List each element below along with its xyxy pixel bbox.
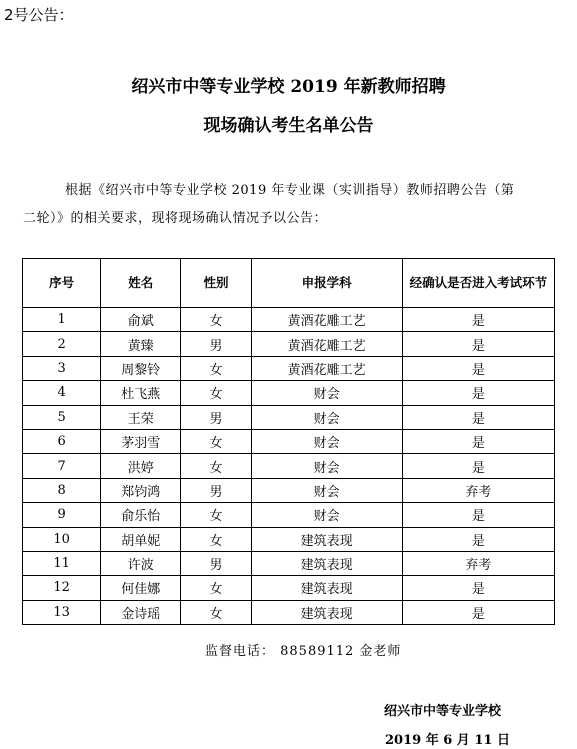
intro-line1: 根据《绍兴市中等专业学校 2019 年专业课（实训指导）教师招聘公告（第: [65, 183, 515, 198]
cell-name: 王荣: [101, 405, 181, 429]
cell-gender: 女: [181, 356, 251, 380]
notice-number: 2号公告：: [4, 6, 74, 24]
table-row: [23, 356, 555, 380]
cell-name: 洪婷: [101, 454, 181, 478]
page-title-line1: 绍兴市中等专业学校 2019 年新教师招聘: [131, 77, 446, 97]
table-row: [23, 332, 555, 356]
cell-seq: 5: [23, 405, 101, 429]
cell-name: 何佳娜: [101, 576, 181, 600]
table-row: [23, 576, 555, 600]
cell-confirmed: 是: [402, 308, 554, 332]
cell-confirmed: 是: [402, 600, 554, 624]
signature-date: 2019 年 6 月 11 日: [385, 733, 510, 748]
cell-gender: 女: [181, 454, 251, 478]
cell-seq: 3: [23, 356, 101, 380]
cell-gender: 男: [181, 478, 251, 502]
table-row: [23, 381, 555, 405]
cell-gender: 女: [181, 381, 251, 405]
page-title-line2: 现场确认考生名单公告: [203, 116, 374, 136]
supervision-contact: 监督电话： 88589112 金老师: [205, 644, 402, 659]
cell-seq: 1: [23, 308, 101, 332]
header-seq: 序号: [23, 259, 101, 308]
header-gender: 性别: [181, 259, 251, 308]
cell-subject: 财会: [251, 503, 402, 527]
cell-seq: 10: [23, 527, 101, 551]
table-header-row: [23, 259, 555, 308]
table-row: [23, 600, 555, 624]
cell-confirmed: 是: [402, 454, 554, 478]
cell-subject: 财会: [251, 454, 402, 478]
table-row: [23, 454, 555, 478]
header-name: 姓名: [101, 259, 181, 308]
cell-seq: 11: [23, 551, 101, 575]
cell-name: 茅羽雪: [101, 429, 181, 453]
cell-confirmed: 是: [402, 576, 554, 600]
intro-paragraph: [23, 177, 555, 233]
cell-confirmed: 弃考: [402, 478, 554, 502]
cell-name: 郑钧鸿: [101, 478, 181, 502]
table-row: [23, 308, 555, 332]
cell-seq: 9: [23, 503, 101, 527]
table-row: [23, 503, 555, 527]
cell-confirmed: 是: [402, 527, 554, 551]
cell-seq: 8: [23, 478, 101, 502]
cell-subject: 建筑表现: [251, 576, 402, 600]
cell-gender: 男: [181, 405, 251, 429]
cell-name: 金诗瑶: [101, 600, 181, 624]
table-row: [23, 478, 555, 502]
cell-gender: 女: [181, 308, 251, 332]
signature-school: 绍兴市中等专业学校: [384, 704, 502, 719]
cell-name: 杜飞燕: [101, 381, 181, 405]
cell-subject: 建筑表现: [251, 600, 402, 624]
cell-gender: 女: [181, 429, 251, 453]
header-confirmed: 经确认是否进入考试环节: [402, 259, 554, 308]
cell-seq: 13: [23, 600, 101, 624]
table-row: [23, 405, 555, 429]
cell-gender: 女: [181, 576, 251, 600]
cell-subject: 黄酒花雕工艺: [251, 356, 402, 380]
cell-seq: 4: [23, 381, 101, 405]
cell-gender: 男: [181, 332, 251, 356]
cell-name: 胡单妮: [101, 527, 181, 551]
cell-subject: 财会: [251, 429, 402, 453]
cell-confirmed: 弃考: [402, 551, 554, 575]
intro-line2: 二轮）》的相关要求，现将现场确认情况予以公告：: [23, 211, 328, 226]
cell-subject: 财会: [251, 478, 402, 502]
candidate-table: [22, 258, 555, 625]
cell-name: 俞斌: [101, 308, 181, 332]
cell-seq: 12: [23, 576, 101, 600]
cell-gender: 女: [181, 600, 251, 624]
cell-subject: 建筑表现: [251, 527, 402, 551]
cell-subject: 建筑表现: [251, 551, 402, 575]
cell-confirmed: 是: [402, 503, 554, 527]
cell-subject: 财会: [251, 405, 402, 429]
cell-confirmed: 是: [402, 381, 554, 405]
cell-name: 许波: [101, 551, 181, 575]
cell-confirmed: 是: [402, 356, 554, 380]
table-row: [23, 551, 555, 575]
cell-seq: 6: [23, 429, 101, 453]
table-row: [23, 527, 555, 551]
cell-name: 黄臻: [101, 332, 181, 356]
header-subject: 申报学科: [251, 259, 402, 308]
cell-subject: 财会: [251, 381, 402, 405]
cell-confirmed: 是: [402, 332, 554, 356]
cell-subject: 黄酒花雕工艺: [251, 308, 402, 332]
table-row: [23, 429, 555, 453]
cell-gender: 男: [181, 551, 251, 575]
cell-seq: 7: [23, 454, 101, 478]
cell-gender: 女: [181, 503, 251, 527]
cell-subject: 黄酒花雕工艺: [251, 332, 402, 356]
cell-name: 俞乐怡: [101, 503, 181, 527]
table-body: [23, 308, 555, 625]
cell-name: 周黎铃: [101, 356, 181, 380]
cell-confirmed: 是: [402, 429, 554, 453]
cell-confirmed: 是: [402, 405, 554, 429]
cell-gender: 女: [181, 527, 251, 551]
cell-seq: 2: [23, 332, 101, 356]
